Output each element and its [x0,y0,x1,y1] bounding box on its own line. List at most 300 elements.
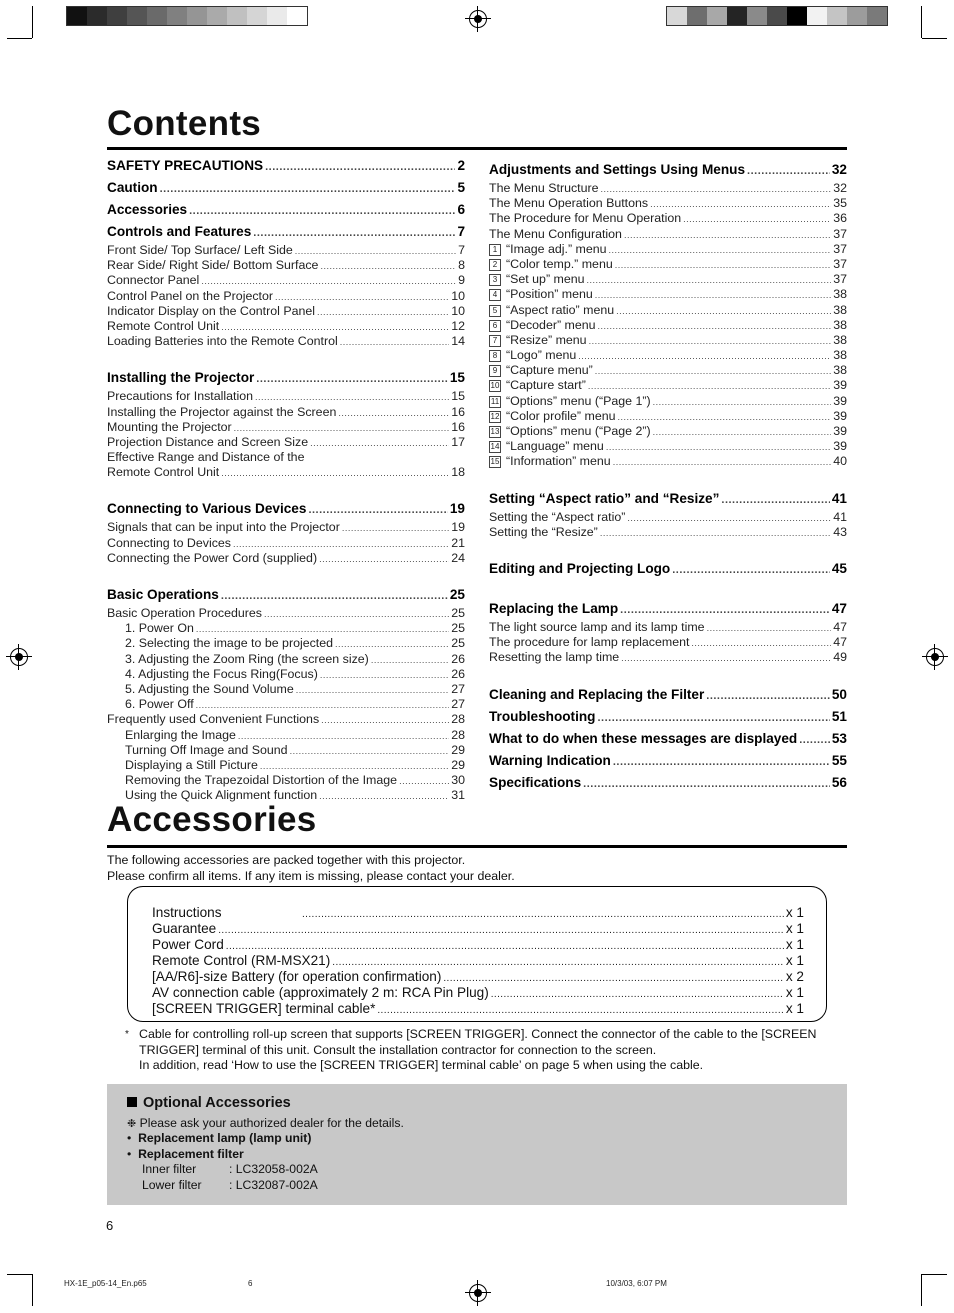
toc-entry [107,758,465,773]
toc-page-number: 38 [833,332,847,347]
toc-page-number: 18 [451,465,465,480]
toc-entry [107,621,465,636]
toc-heading [489,728,847,750]
accessories-list [152,905,804,1017]
dot-leader [578,348,831,364]
dot-leader [201,273,456,289]
toc-page-number: 37 [833,272,847,287]
footnote-line: In addition, read ‘How to use the [SCREEN TRIGGER] terminal cable’ on page 5 when using the cable. [139,1058,704,1072]
dot-leader [260,758,449,774]
registration-swatch [167,7,187,25]
registration-swatch [747,7,767,25]
dot-leader [310,435,449,451]
accessory-item [152,969,804,985]
toc-entry-text: “Set up” menu [506,272,585,287]
accessory-name: Instructions [152,905,222,920]
toc-entry-text: 6. Power Off [125,697,194,712]
dot-leader [233,536,449,552]
dot-leader [340,334,449,350]
registration-swatch [707,7,727,25]
toc-entry-text: Installing the Projector against the Screen [107,404,337,419]
toc-entry [107,652,465,667]
toc-entry [489,394,847,409]
toc-entry [107,728,465,743]
toc-page-number: 28 [451,712,465,727]
toc-entry [107,773,465,788]
toc-entry-text: “Language” menu [506,439,604,454]
accessory-quantity: x 1 [785,1001,804,1016]
toc-entry-text: Precautions for Installation [107,389,254,404]
toc-page-number: 27 [451,697,465,712]
dot-leader [799,728,830,751]
toc-entry-text: Turning Off Image and Sound [125,742,288,757]
dot-leader [399,773,449,789]
toc-entry-text: Installing the Projector [107,370,255,386]
dot-leader [707,620,832,636]
toc-entry [107,551,465,566]
toc-entry-text: What to do when these messages are displayed [489,730,798,746]
registration-swatch [727,7,747,25]
toc-right-column [489,159,847,794]
boxed-number: 6 [489,320,501,332]
dot-leader [335,636,449,652]
dot-leader [265,155,455,178]
optional-filter: • Replacement filter [127,1147,244,1161]
filter-lower-code: : LC32087-002A [229,1178,318,1192]
bullet-icon: • [127,1131,132,1145]
toc-entry-text: Resetting the lamp time [489,650,620,665]
dot-leader [377,1001,784,1019]
optional-ask-note: ❉ Please ask your authorized dealer for the details. [127,1116,404,1130]
footer-date: 10/3/03, 6:07 PM [606,1279,667,1288]
dot-leader [255,389,449,405]
toc-entry [489,242,847,257]
toc-entry [489,257,847,272]
toc-entry-text: 3. Adjusting the Zoom Ring (the screen size) [125,651,369,666]
registration-target-icon [926,648,944,666]
note-symbol-icon: ❉ [127,1118,137,1130]
dot-leader [342,520,449,536]
registration-swatch [207,7,227,25]
accessory-name: [AA/R6]-size Battery (for operation confirmation) [152,969,442,984]
toc-page-number: 39 [833,439,847,454]
boxed-number: 14 [490,442,500,452]
toc-entry [107,319,465,334]
toc-page-number: 39 [833,424,847,438]
dot-leader [583,772,830,795]
toc-page-number: 38 [833,348,847,363]
toc-entry-text: Basic Operation Procedures [107,606,262,620]
registration-swatch [147,7,167,25]
toc-page-number: 39 [833,408,847,423]
toc-entry-text: 2. Selecting the image to be projected [125,636,334,651]
toc-entry [107,435,465,450]
dot-leader [598,318,832,334]
toc-page-number: 39 [833,393,847,408]
toc-entry [107,334,465,349]
registration-swatch [67,7,87,25]
toc-page-number: 15 [451,389,465,404]
registration-swatch [847,7,867,25]
toc-entry-text: Controls and Features [107,224,252,239]
dot-leader [606,439,831,455]
dot-leader [234,420,450,436]
boxed-number: 7 [489,335,501,347]
toc-entry [489,333,847,348]
toc-page-number: 38 [833,302,847,317]
dot-leader [609,242,832,258]
dot-leader [587,272,832,288]
boxed-number: 1 [489,244,501,256]
accessory-quantity: x 1 [785,905,804,920]
toc-entry-text: Projection Distance and Screen Size [107,434,309,449]
registration-swatch [867,7,887,25]
toc-entry-text: “Position” menu [506,287,593,302]
toc-heading [107,155,465,177]
registration-swatch [127,7,147,25]
filter-inner-code: : LC32058-002A [229,1162,318,1176]
toc-entry [489,409,847,424]
toc-entry-text: Cleaning and Replacing the Filter [489,686,705,702]
registration-target-icon [469,1284,487,1302]
registration-target-icon [10,648,28,666]
dot-leader [317,304,449,320]
boxed-number: 15 [490,457,500,467]
crop-mark [32,6,33,38]
toc-entry-text: “Options” menu (“Page 1”) [506,393,651,408]
boxed-number: 10 [490,381,500,391]
registration-swatch [87,7,107,25]
accessories-title: Accessories [107,800,317,839]
toc-page-number: 37 [833,226,847,241]
intro-line: Please confirm all items. If any item is missing, please contact your dealer. [107,868,515,883]
toc-page-number: 6 [457,202,465,217]
accessory-item [152,985,804,1001]
toc-heading [489,750,847,772]
toc-heading [489,598,847,620]
filter-lower-label: Lower filter [142,1178,202,1192]
boxed-number: 8 [489,350,501,362]
toc-entry-text: “Resize” menu [506,332,587,347]
registration-swatch [787,7,807,25]
toc-spacer [489,470,847,488]
toc-page-number: 40 [833,454,847,469]
dot-leader [691,635,831,651]
dot-leader [721,488,829,511]
dot-leader [319,551,449,567]
toc-entry [107,743,465,758]
toc-page-number: 37 [833,256,847,271]
toc-entry-text: The Menu Configuration [489,226,622,241]
toc-page-number: 10 [451,303,465,318]
crop-mark [32,1274,33,1306]
accessory-quantity: x 2 [785,969,804,984]
dot-leader [595,287,831,303]
toc-entry [489,424,847,439]
toc-entry-text: 4. Adjusting the Focus Ring(Focus) [125,666,318,681]
toc-entry [107,450,465,465]
toc-page-number: 49 [833,650,847,665]
toc-page-number: 47 [833,635,847,650]
dot-leader [653,394,832,410]
dot-leader [601,181,832,197]
toc-heading [489,772,847,794]
dot-leader [620,598,830,621]
toc-entry-text: Enlarging the Image [125,727,236,742]
toc-entry-text: Adjustments and Settings Using Menus [489,162,746,177]
toc-spacer [107,566,465,584]
dot-leader [275,289,449,305]
accessory-item [152,905,804,921]
registration-swatch [827,7,847,25]
dot-leader [371,652,449,668]
dot-leader [597,706,829,729]
toc-heading [107,367,465,389]
toc-page-number: 51 [831,708,847,724]
dot-leader [747,159,830,182]
toc-page-number: 7 [458,243,465,257]
toc-entry [489,635,847,650]
toc-entry [107,289,465,304]
dot-leader [650,196,831,212]
toc-spacer [489,580,847,598]
dot-leader [264,606,449,622]
toc-heading [107,177,465,199]
dot-leader [221,319,449,335]
toc-page-number: 29 [451,757,465,772]
toc-page-number: 26 [451,666,465,681]
accessory-quantity: x 1 [785,921,804,936]
toc-entry [489,227,847,242]
registration-swatch [267,7,287,25]
footnote-line: TRIGGER] terminal of this unit. Consult the installation contractor for connection to the screen. [139,1042,657,1057]
toc-entry [489,272,847,287]
toc-page-number: 56 [831,774,847,790]
crop-mark [921,1274,922,1306]
dot-leader [320,258,456,274]
dot-leader [196,621,449,637]
dot-leader [160,177,456,200]
toc-spacer [107,349,465,367]
dot-leader [615,257,831,273]
toc-entry [107,682,465,697]
dot-leader [221,584,448,607]
dot-leader [189,199,455,222]
toc-entry-text: Connecting to Various Devices [107,501,307,517]
toc-heading [489,706,847,728]
toc-entry [107,273,465,288]
toc-entry-text: “Options” menu (“Page 2”) [506,424,651,438]
toc-entry-text: “Aspect ratio” menu [506,302,615,317]
optional-accessories-heading: Optional Accessories [127,1095,291,1111]
toc-page-number: 39 [833,378,847,393]
toc-entry-text: 5. Adjusting the Sound Volume [125,681,294,696]
crop-mark [7,38,32,39]
toc-entry [107,697,465,712]
toc-entry [489,318,847,333]
optional-accessories-panel [107,1084,847,1205]
toc-page-number: 38 [833,287,847,302]
boxed-number: 12 [490,411,500,421]
dot-leader [672,558,830,581]
toc-entry [489,181,847,196]
toc-entry-text: Remote Control Unit [107,318,220,333]
toc-entry [489,620,847,635]
toc-entry-text: Troubleshooting [489,708,596,724]
toc-entry [489,196,847,211]
toc-spacer [107,480,465,498]
toc-page-number: 25 [451,636,465,651]
toc-entry-text: “Color temp.” menu [506,256,613,271]
accessory-name: AV connection cable (approximately 2 m: RCA Pin Plug) [152,985,489,1000]
toc-entry-text: Displaying a Still Picture [125,757,258,772]
dot-leader [653,424,832,440]
dot-leader [320,667,449,683]
toc-entry [107,304,465,319]
toc-page-number: 38 [833,317,847,332]
bullet-icon: • [127,1147,132,1161]
footnote-mark: * [125,1029,129,1040]
accessory-item [152,1001,804,1017]
dot-leader [613,750,830,773]
toc-page-number: 15 [449,370,465,386]
toc-entry [489,454,847,469]
toc-entry [107,606,465,621]
dot-leader [295,243,456,259]
toc-entry-text: Removing the Trapezoidal Distortion of the Image [125,773,398,788]
toc-page-number: 30 [451,773,465,788]
toc-entry-text: Setting the “Resize” [489,524,598,539]
toc-page-number: 25 [449,587,465,602]
toc-page-number: 45 [831,560,847,576]
toc-entry-text: The Menu Operation Buttons [489,196,649,211]
registration-target-icon [469,10,487,28]
footnote-line: Cable for controlling roll-up screen that supports [SCREEN TRIGGER]. Connect the connector of the cable to the [SCREEN [139,1027,817,1041]
toc-entry-text: Basic Operations [107,587,219,602]
toc-entry-text: Setting “Aspect ratio” and “Resize” [489,490,720,506]
toc-page-number: 9 [458,273,465,288]
accessories-intro [107,853,515,884]
crop-mark [7,1274,32,1275]
toc-page-number: 47 [831,600,847,616]
accessory-name: Remote Control (RM-MSX21) [152,953,331,968]
optional-lamp: • Replacement lamp (lamp unit) [127,1131,312,1145]
toc-entry-text: The Menu Structure [489,181,599,195]
registration-swatch [227,7,247,25]
dot-leader [256,367,448,390]
toc-entry [107,405,465,420]
toc-entry [107,667,465,682]
boxed-number: 13 [490,427,500,436]
toc-entry [489,287,847,302]
toc-entry [489,348,847,363]
toc-page-number: 36 [833,211,847,226]
crop-mark [922,1274,947,1275]
dot-leader [290,743,450,759]
toc-heading [107,199,465,221]
toc-entry [107,520,465,535]
accessory-name: Guarantee [152,921,217,936]
dot-leader [624,227,831,243]
toc-heading [489,684,847,706]
toc-entry [489,303,847,318]
accessory-item [152,921,804,937]
registration-bar-left [66,6,308,26]
toc-page-number: 32 [833,181,847,195]
accessory-name: Power Cord [152,937,224,952]
toc-entry-text: Connecting to Devices [107,535,231,550]
toc-entry-text: SAFETY PRECAUTIONS [107,158,264,173]
dot-leader [613,454,832,470]
toc-page-number: 5 [457,180,465,195]
toc-heading [107,498,465,520]
toc-page-number: 26 [451,651,465,666]
toc-page-number: 41 [833,509,847,524]
toc-page-number: 43 [833,524,847,539]
crop-mark [921,6,922,38]
toc-spacer [489,666,847,684]
dot-leader [196,697,450,713]
toc-page-number: 19 [451,520,465,535]
toc-page-number: 50 [831,686,847,702]
toc-entry [489,650,847,665]
boxed-number: 9 [489,365,501,377]
toc-entry-text: Caution [107,180,158,195]
toc-heading [489,488,847,510]
toc-page-number: 29 [451,742,465,757]
toc-entry-text: Accessories [107,202,188,217]
toc-entry-text: Frequently used Convenient Functions [107,712,320,727]
toc-entry-text: Mounting the Projector [107,419,232,434]
toc-entry [107,465,465,480]
toc-entry [107,420,465,435]
registration-bar-right [666,6,888,26]
dot-leader [319,788,449,804]
toc-page-number: 19 [449,501,465,517]
dot-leader [321,712,449,728]
registration-swatch [767,7,787,25]
toc-entry [489,378,847,393]
toc-page-number: 8 [458,258,465,273]
dot-leader [618,409,832,425]
toc-heading [107,584,465,606]
toc-page-number: 12 [451,318,465,333]
toc-page-number: 17 [451,434,465,449]
contents-title: Contents [107,104,262,143]
toc-page-number: 37 [833,241,847,256]
toc-entry-text: Using the Quick Alignment function [125,788,318,803]
registration-swatch [667,7,687,25]
toc-entry-text: Rear Side/ Right Side/ Bottom Surface [107,258,319,273]
toc-entry-text: Replacing the Lamp [489,600,619,616]
boxed-number: 3 [489,274,501,286]
dot-leader [616,303,831,319]
toc-page-number: 2 [457,158,465,173]
boxed-number: 5 [489,305,501,317]
toc-entry-text: Control Panel on the Projector [107,288,273,303]
toc-entry [107,536,465,551]
toc-entry-text: “Information” menu [506,454,611,469]
toc-entry-text: Connecting the Power Cord (supplied) [107,550,318,565]
registration-swatch [187,7,207,25]
toc-entry-text: Warning Indication [489,752,611,768]
toc-page-number: 53 [831,730,847,746]
registration-swatch [807,7,827,25]
toc-page-number: 16 [451,404,465,419]
registration-swatch [107,7,127,25]
toc-entry-text: The procedure for lamp replacement [489,635,690,650]
toc-entry [107,258,465,273]
